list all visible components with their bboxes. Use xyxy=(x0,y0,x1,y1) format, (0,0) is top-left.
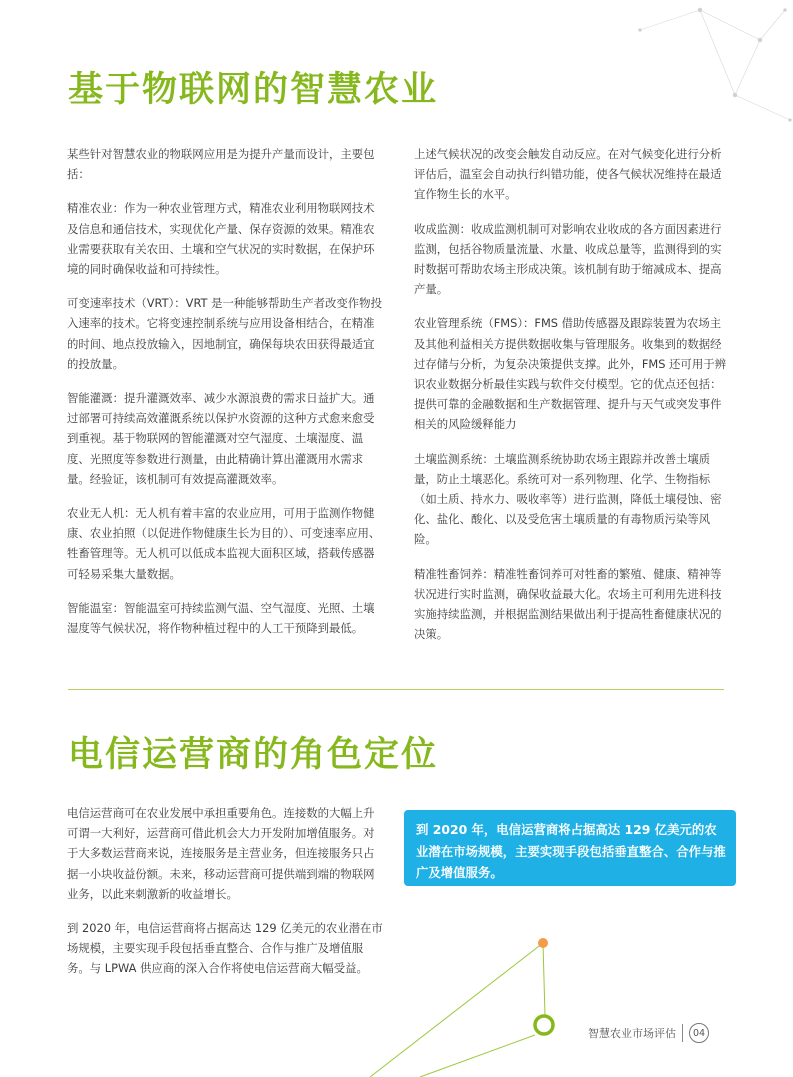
paragraph: 农业管理系统（FMS）：FMS 借助传感器及跟踪装置为农场主及其他利益相关方提供数据收集与管理服务。收集到的数据经过存储与分析，为复杂决策提供支撑。此外，FMS 还可用于辨识农业数据分析最佳实践与软件交付模型。它的优点还包括：提供可靠的金融数据和生产数据管理、提升与天气或突发事件相关的风险缓释能力 xyxy=(414,316,726,432)
paragraph: 精准牲畜饲养：精准牲畜饲养可对牲畜的繁殖、健康、精神等状况进行实时监测，确保收益最大化。农场主可利用先进科技实施持续监测，并根据监测结果做出利于提高牲畜健康状况的决策。 xyxy=(414,566,722,642)
paragraph: 收成监测：收成监测机制可对影响农业收成的各方面因素进行监测，包括谷物质量流量、水量、收成总量等，监测得到的实时数据可帮助农场主形成决策。该机制有助于缩减成本、提高产量。 xyxy=(414,221,722,297)
paragraph: 电信运营商可在农业发展中承担重要角色。连接数的大幅上升可谓一大利好，运营商可借此机会大力开发附加增值服务。对于大多数运营商来说，连接服务是主营业务，但连接服务只占据一小块收益份额。未来，移动运营商可提供端到端的物联网业务，以此来刺激新的收益增长。 xyxy=(67,806,375,901)
paragraph: 智能灌溉：提升灌溉效率、减少水源浪费的需求日益扩大。通过部署可持续高效灌溉系统以保护水资源的这种方式愈来愈受到重视。基于物联网的智能灌溉对空气湿度、土壤湿度、温度、光照度等参数进行测量，由此精确计算出灌溉用水需求量。经验证，该机制可有效提高灌溉效率。 xyxy=(67,391,375,486)
bottom-network-lines xyxy=(370,938,553,1077)
right-column xyxy=(414,144,730,658)
paragraph: 上述气候状况的改变会触发自动反应。在对气候变化进行分析评估后，温室会自动执行纠错功能，使各气候状况维持在最适宜作物生长的水平。 xyxy=(414,147,722,202)
section-title-smart-agriculture: 基于物联网的智慧农业 xyxy=(68,70,439,110)
section-title-operator-role: 电信运营商的角色定位 xyxy=(68,735,439,775)
paragraph: 到 2020 年，电信运营商将占据高达 129 亿美元的农业潜在市场规模，主要实现手段包括垂直整合、合作与推广及增值服务。与 LPWA 供应商的深入合作将使电信运营商大幅受益。 xyxy=(67,921,383,976)
green-node-ring xyxy=(535,1016,553,1034)
page-footer xyxy=(588,1022,709,1044)
paragraph: 农业无人机：无人机有着丰富的农业应用，可用于监测作物健康、农业拍照（以促进作物健康生长为目的）、可变速率应用、牲畜管理等。无人机可以低成本监视大面积区域，搭载传感器可轻易采集大量数据。 xyxy=(67,506,381,581)
paragraph: 可变速率技术（VRT）：VRT 是一种能够帮助生产者改变作物投入速率的技术。它将变速控制系统与应用设备相结合，在精准的时间、地点投放输入，因地制宜，确保每块农田获得最适宜的投放量。 xyxy=(67,296,382,371)
highlight-callout-box: 到 2020 年，电信运营商将占据高达 129 亿美元的农业潜在市场规模，主要实现手段包括垂直整合、合作与推广及增值服务。 xyxy=(404,810,736,886)
footer-separator xyxy=(682,1024,683,1042)
paragraph: 土壤监测系统：土壤监测系统协助农场主跟踪并改善土壤质量，防止土壤恶化。系统可对一系列物理、化学、生物指标（如土质、持水力、吸收率等）进行监测，降低土壤侵蚀、密化、盐化、酸化、以及受危害土壤质量的有毒物质污染等风险。 xyxy=(414,451,722,547)
paragraph: 某些针对智慧农业的物联网应用是为提升产量而设计，主要包括： xyxy=(67,147,375,182)
page-number: 04 xyxy=(689,1023,709,1043)
section-divider xyxy=(68,689,724,690)
operator-role-text xyxy=(67,803,383,993)
paragraph: 精准农业：作为一种农业管理方式，精准农业利用物联网技术及信息和通信技术，实现优化产量、保存资源的效果。精准农业需要获取有关农田、土壤和空气状况的实时数据，在保护环境的同时确保收益和可持续性。 xyxy=(67,201,375,277)
paragraph: 智能温室：智能温室可持续监测气温、空气湿度、光照、土壤湿度等气候状况，将作物种植过程中的人工干预降到最低。 xyxy=(67,600,375,636)
left-column xyxy=(67,144,383,652)
top-right-mesh xyxy=(639,8,792,122)
orange-node-dot xyxy=(538,938,548,948)
footer-report-title: 智慧农业市场评估 xyxy=(588,1027,676,1040)
